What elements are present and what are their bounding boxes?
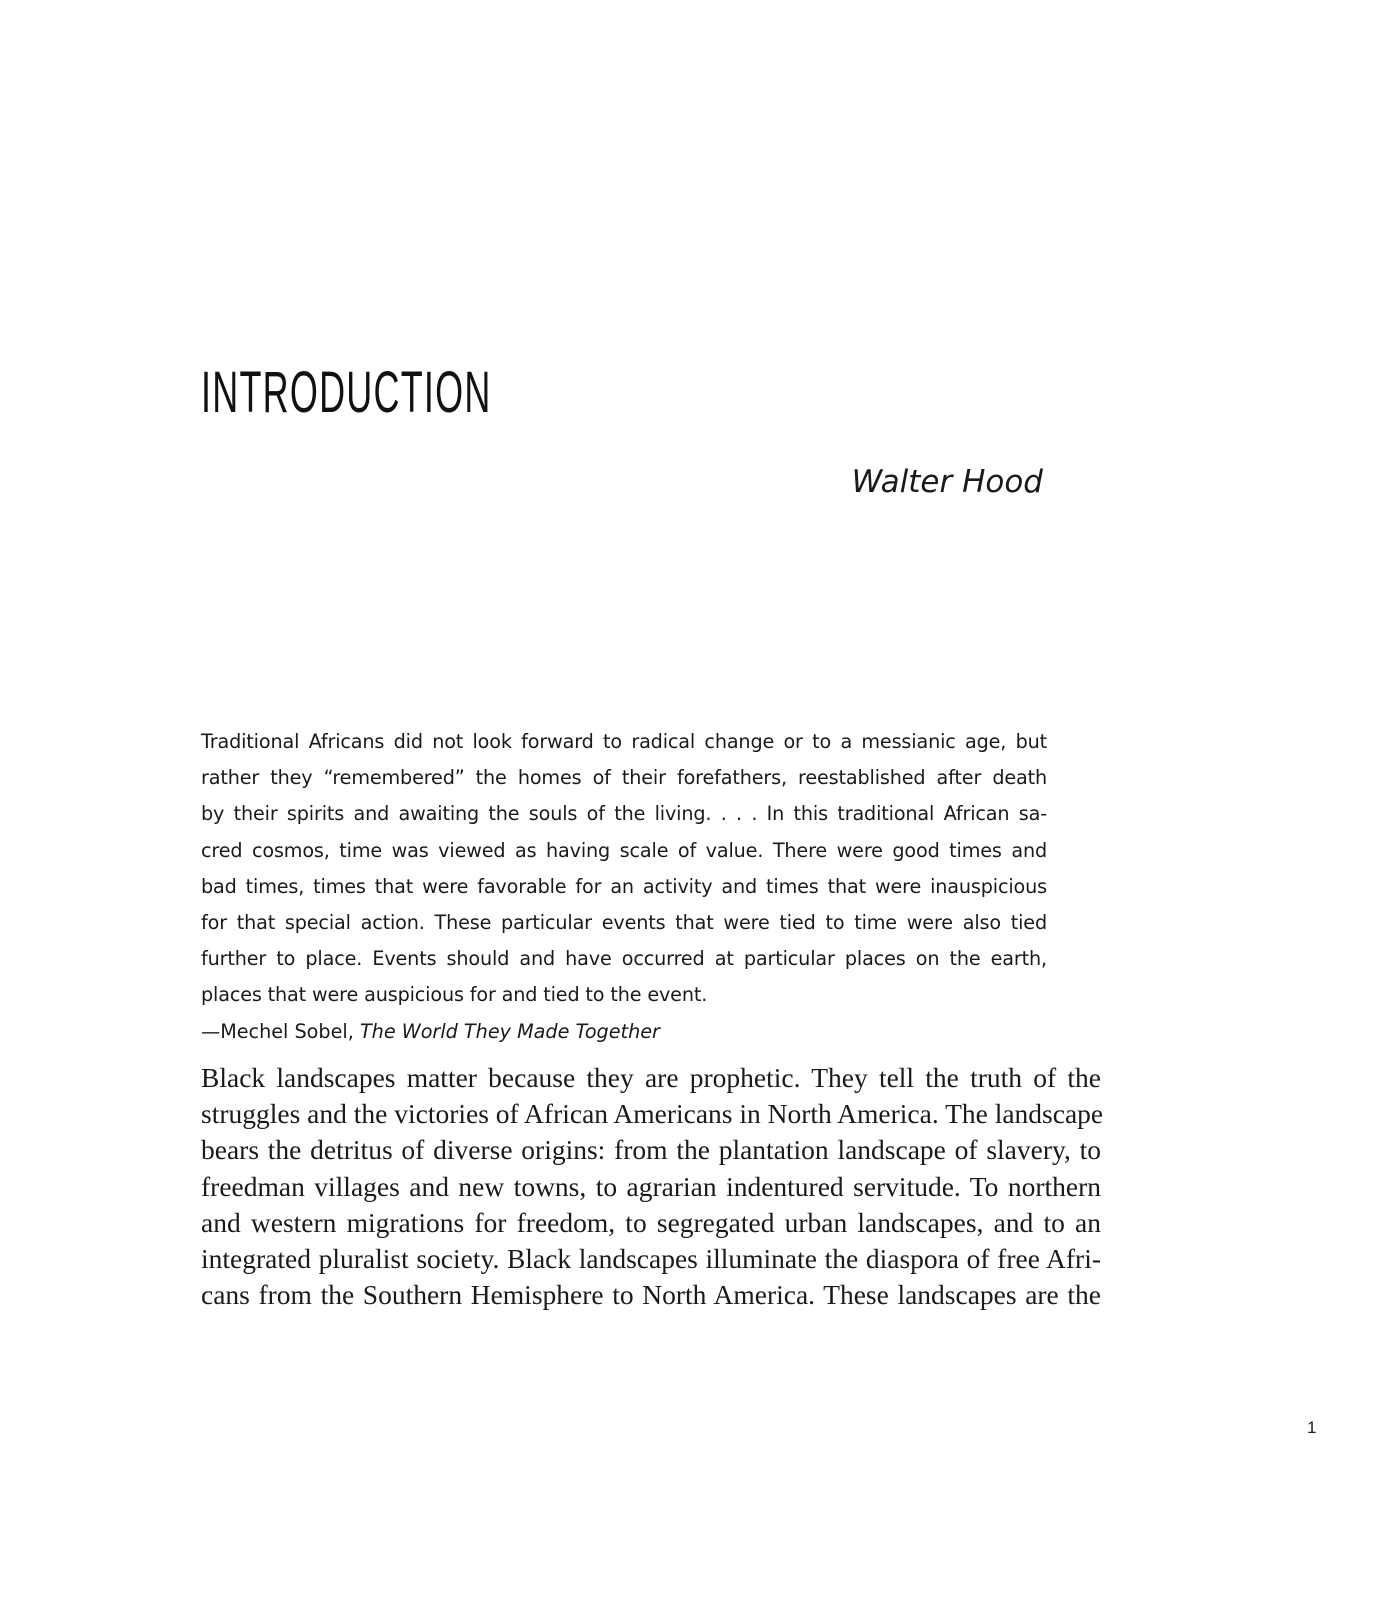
body-line: cans from the Southern Hemisphere to North America. These landscapes are the <box>201 1279 1101 1311</box>
epigraph-line: for that special action. These particular events that were tied to time were also tied <box>201 911 1047 935</box>
epigraph-line: by their spirits and awaiting the souls of the living. . . . In this traditional African sa- <box>201 802 1047 826</box>
chapter-author: Walter Hood <box>851 464 1043 500</box>
page-number: 1 <box>1307 1418 1317 1437</box>
chapter-title: INTRODUCTION <box>201 360 492 425</box>
epigraph-line: further to place. Events should and have occurred at particular places on the earth, <box>201 947 1047 971</box>
attribution-book-title: The World They Made Together <box>359 1019 660 1043</box>
epigraph-attribution <box>201 1014 1047 1050</box>
epigraph <box>201 724 1047 1050</box>
epigraph-line: rather they “remembered” the homes of their forefathers, reestablished after death <box>201 766 1047 790</box>
epigraph-line: cred cosmos, time was viewed as having scale of value. There were good times and <box>201 838 1047 862</box>
body-line: integrated pluralist society. Black landscapes illuminate the diaspora of free Afri- <box>201 1243 1101 1275</box>
body-line: Black landscapes matter because they are prophetic. They tell the truth of the <box>201 1062 1101 1093</box>
body-paragraph <box>201 1060 1104 1313</box>
attribution-author: —Mechel Sobel, <box>201 1019 360 1043</box>
body-line: and western migrations for freedom, to segregated urban landscapes, and to an <box>201 1206 1101 1238</box>
body-line: struggles and the victories of African Americans in North America. The landscape <box>201 1098 1104 1130</box>
epigraph-line: bad times, times that were favorable for an activity and times that were inauspicious <box>201 874 1047 898</box>
epigraph-line: Traditional Africans did not look forward to radical change or to a messianic age, but <box>201 730 1047 753</box>
epigraph-line: places that were auspicious for and tied to the event. <box>201 983 708 1007</box>
body-line: freedman villages and new towns, to agrarian indentured servitude. To northern <box>201 1170 1101 1202</box>
body-line: bears the detritus of diverse origins: from the plantation landscape of slavery, to <box>201 1134 1101 1166</box>
